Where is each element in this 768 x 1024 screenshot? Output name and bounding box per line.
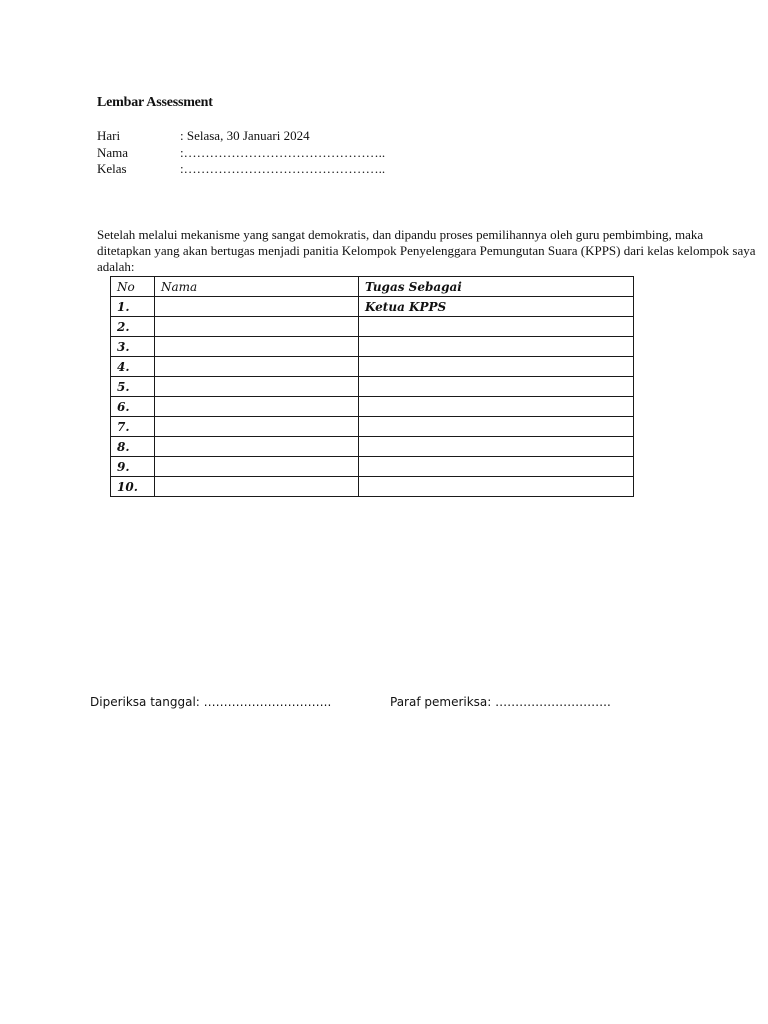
table-row [111,457,634,477]
column-header-no: No [111,277,155,297]
info-block [97,128,385,178]
row-number: 3. [111,337,155,357]
role-cell [359,377,634,397]
table-row [111,397,634,417]
info-label-kelas: Kelas [97,161,127,176]
info-label-nama: Nama [97,144,129,160]
table-row [111,317,634,337]
info-row-kelas [97,161,385,178]
row-number: 7. [111,417,155,437]
table-row [111,417,634,437]
row-number: 5. [111,377,155,397]
row-number: 1. [111,297,155,317]
name-cell [155,377,359,397]
checked-date-line: Diperiksa tanggal: ………………………….. [90,695,332,709]
table-row [111,437,634,457]
column-header-tugas: Tugas Sebagai [359,277,634,297]
name-cell [155,337,359,357]
row-number: 9. [111,457,155,477]
intro-paragraph [97,227,756,275]
intro-line: ditetapkan yang akan bertugas menjadi panitia Kelompok Penyelenggara Pemungutan Suara (KPPS) dari kelas kelompok saya [97,243,756,258]
intro-line: adalah: [97,259,135,274]
info-row-nama [97,145,385,162]
table-row [111,297,634,317]
table-row [111,377,634,397]
table-header-row [111,277,634,297]
role-cell [359,357,634,377]
role-cell [359,437,634,457]
name-cell [155,417,359,437]
info-label-hari: Hari [97,128,121,143]
role-cell [359,317,634,337]
name-cell [155,297,359,317]
row-number: 10. [111,477,155,497]
table-row [111,477,634,497]
role-cell: Ketua KPPS [359,297,634,317]
name-cell [155,397,359,417]
role-cell [359,457,634,477]
kpps-table [110,276,634,497]
role-cell [359,397,634,417]
role-cell [359,477,634,497]
info-row-hari [97,128,385,145]
table-row [111,337,634,357]
info-value-kelas: :……………………………………….. [180,161,386,176]
role-cell [359,337,634,357]
name-cell [155,317,359,337]
intro-line: Setelah melalui mekanisme yang sangat demokratis, dan dipandu proses pemilihannya oleh guru pembimbing, maka [97,227,704,242]
row-number: 6. [111,397,155,417]
row-number: 8. [111,437,155,457]
role-cell [359,417,634,437]
row-number: 4. [111,357,155,377]
column-header-nama: Nama [155,277,359,297]
table-row [111,357,634,377]
info-value-hari: : Selasa, 30 Januari 2024 [180,128,310,143]
info-value-nama: :……………………………………….. [180,144,386,160]
name-cell [155,477,359,497]
examiner-signature-line: Paraf pemeriksa: ……………………….. [390,695,611,709]
document-title: Lembar Assessment [97,95,213,110]
name-cell [155,357,359,377]
name-cell [155,457,359,477]
row-number: 2. [111,317,155,337]
name-cell [155,437,359,457]
